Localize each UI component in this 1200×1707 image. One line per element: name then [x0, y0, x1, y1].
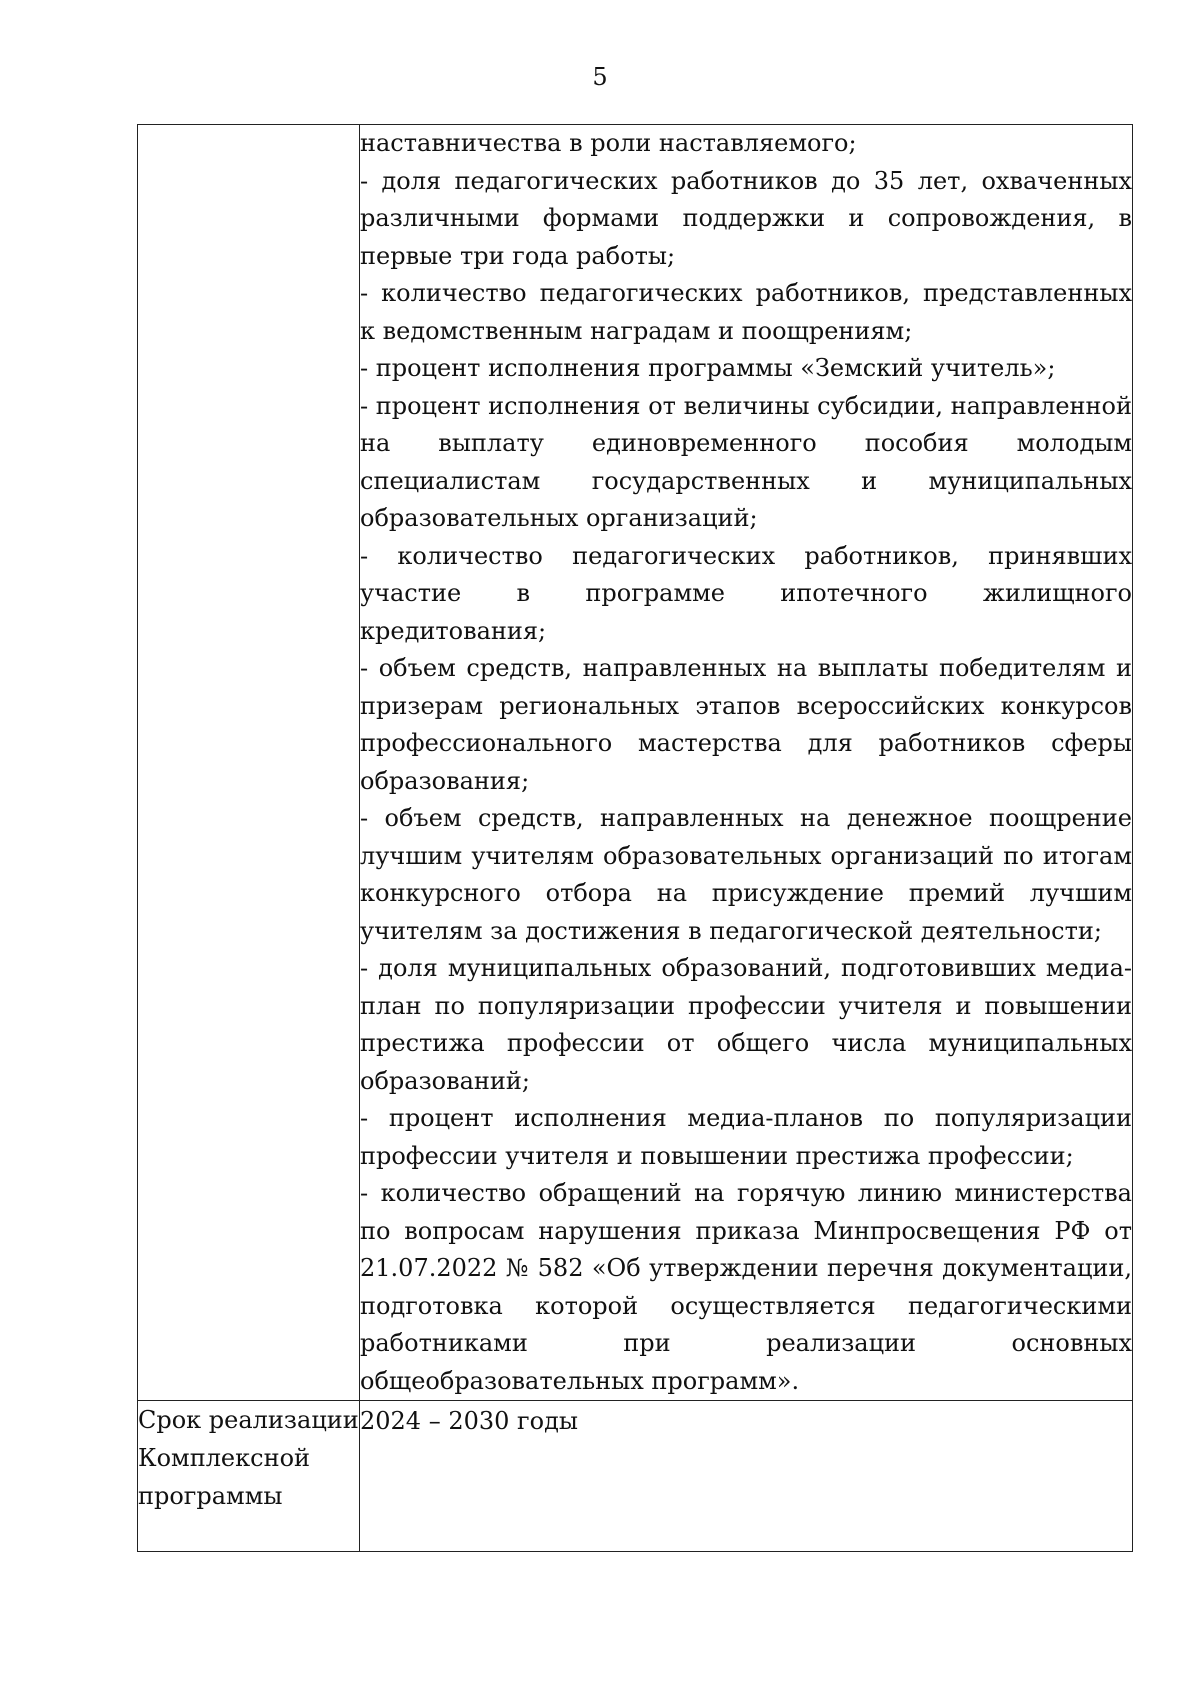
- indicators-list-cell: [360, 125, 1133, 1401]
- period-label-cell: [138, 1401, 360, 1552]
- indicator-item: - количество обращений на горячую линию министерства по вопросам нарушения приказа Минпросвещения РФ от 21.07.2022 № 582 «Об утверждении перечня документации, подготовка которой осуществляется педагогическими работниками при реализации основных общеобразовательных программ».: [360, 1179, 1132, 1395]
- indicator-item: - процент исполнения от величины субсидии, направленной на выплату единовременного пособия молодым специалистам государственных и муниципальных образовательных организаций;: [360, 391, 1132, 532]
- table-row-indicators: [138, 125, 1133, 1401]
- page-number: 5: [592, 63, 608, 91]
- indicator-item: - количество педагогических работников, представленных к ведомственным наградам и поощрениям;: [360, 279, 1132, 345]
- indicator-item: наставничества в роли наставляемого;: [360, 129, 857, 157]
- indicator-item: - доля муниципальных образований, подготовивших медиа-план по популяризации профессии учителя и повышении престижа профессии от общего числа муниципальных образований;: [360, 954, 1132, 1095]
- indicator-item: - объем средств, направленных на выплаты победителям и призерам региональных этапов всероссийских конкурсов профессионального мастерства для работников сферы образования;: [360, 654, 1132, 795]
- period-value: 2024 – 2030 годы: [360, 1407, 578, 1435]
- indicator-item: - процент исполнения медиа-планов по популяризации профессии учителя и повышении престижа профессии;: [360, 1104, 1132, 1170]
- indicator-item: - количество педагогических работников, принявших участие в программе ипотечного жилищного кредитования;: [360, 541, 1132, 645]
- program-passport-table: [137, 124, 1133, 1552]
- period-value-cell: [360, 1401, 1133, 1552]
- indicators-label-cell: [138, 125, 360, 1401]
- indicator-item: - объем средств, направленных на денежное поощрение лучшим учителям образовательных организаций по итогам конкурсного отбора на присуждение премий лучшим учителям за достижения в педагогической деятельности;: [360, 804, 1132, 945]
- period-label: Срок реализации Комплексной программы: [138, 1406, 359, 1510]
- indicator-item: - доля педагогических работников до 35 лет, охваченных различными формами поддержки и сопровождения, в первые три года работы;: [360, 166, 1132, 270]
- table-row-period: [138, 1401, 1133, 1552]
- indicator-item: - процент исполнения программы «Земский учитель»;: [360, 354, 1056, 382]
